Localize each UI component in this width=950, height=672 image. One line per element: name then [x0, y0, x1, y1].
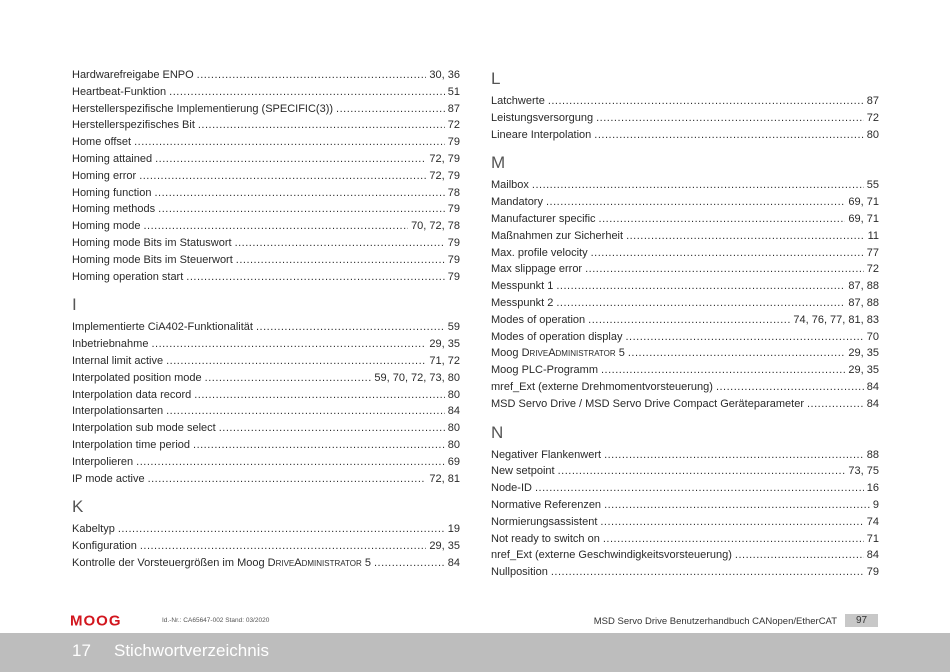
index-entry	[491, 447, 879, 464]
index-term-text: Max. profile velocity	[491, 246, 588, 259]
index-term-text: IP mode active	[72, 472, 145, 485]
index-letter-heading: K	[72, 497, 84, 517]
index-term-text: Konfiguration	[72, 540, 137, 553]
index-entry	[72, 235, 460, 252]
index-term-smallcaps: DriveAdministrator	[267, 556, 362, 569]
index-term	[72, 471, 145, 488]
leader-dots	[556, 278, 845, 295]
index-term	[491, 447, 601, 464]
leader-dots	[596, 110, 864, 127]
index-term	[491, 379, 713, 396]
index-term-text: Herstellerspezifische Implementierung (SPECIFIC(3))	[72, 102, 334, 115]
index-term-text: Normative Referenzen	[491, 498, 602, 511]
leader-dots	[735, 547, 864, 564]
index-page-refs: 55	[866, 179, 879, 192]
index-term	[491, 480, 532, 497]
index-entry	[72, 370, 460, 387]
leader-dots	[535, 480, 864, 497]
index-term	[491, 329, 622, 346]
index-entry	[72, 218, 460, 235]
index-term	[72, 84, 166, 101]
index-entry	[491, 514, 879, 531]
chapter-number: 17	[72, 641, 91, 660]
index-term	[491, 497, 601, 514]
index-term-text: Interpolieren	[72, 455, 134, 468]
leader-dots	[532, 177, 864, 194]
index-page-refs: 79	[447, 270, 460, 283]
leader-dots	[198, 117, 445, 134]
index-entry	[72, 353, 460, 370]
leader-dots	[625, 329, 863, 346]
leader-dots	[604, 497, 870, 514]
index-term	[72, 235, 232, 252]
leader-dots	[603, 531, 864, 548]
index-term	[72, 403, 163, 420]
leader-dots	[556, 295, 845, 312]
leader-dots	[169, 84, 445, 101]
index-entry	[72, 168, 460, 185]
index-page-refs: 79	[447, 136, 460, 149]
index-entry	[491, 211, 879, 228]
leader-dots	[807, 396, 864, 413]
index-page-refs: 79	[447, 236, 460, 249]
page-number: 97	[845, 614, 878, 627]
moog-logo	[70, 613, 154, 632]
index-term	[72, 538, 137, 555]
index-term-text: Homing mode Bits im Steuerwort	[72, 253, 233, 266]
index-entry	[72, 84, 460, 101]
index-entry	[72, 269, 460, 286]
index-entry	[72, 117, 460, 134]
index-term-text: Homing methods	[72, 203, 156, 216]
index-term	[491, 228, 623, 245]
leader-dots	[193, 437, 445, 454]
index-term	[491, 345, 625, 362]
leader-dots	[158, 201, 445, 218]
index-term	[72, 370, 202, 387]
index-term-text: Kontrolle der Vorsteuergrößen im Moog	[72, 556, 268, 569]
index-entry	[72, 151, 460, 168]
index-term	[72, 168, 136, 185]
leader-dots	[600, 514, 863, 531]
svg-text:MOOG: MOOG	[70, 613, 122, 627]
leader-dots	[151, 336, 426, 353]
index-term-text: Max slippage error	[491, 263, 583, 276]
index-page-refs: 69, 71	[848, 196, 879, 209]
index-page-refs: 79	[447, 203, 460, 216]
index-term	[491, 564, 548, 581]
index-term-text: Implementierte CiA402-Funktionalität	[72, 321, 253, 334]
leader-dots	[551, 564, 864, 581]
index-term-text: Maßnahmen zur Sicherheit	[491, 229, 624, 242]
index-term	[491, 211, 596, 228]
index-page-refs: 72, 79	[429, 152, 460, 165]
index-page-refs: 80	[447, 438, 460, 451]
index-term-text: Not ready to switch on	[491, 532, 600, 545]
index-term-text: Interpolation time period	[72, 438, 191, 451]
index-page-refs: 73, 75	[848, 465, 879, 478]
index-entry	[491, 379, 879, 396]
index-term	[72, 269, 183, 286]
index-term	[491, 362, 598, 379]
leader-dots	[219, 420, 445, 437]
index-term	[491, 245, 588, 262]
chapter-title: Stichwortverzeichnis	[114, 641, 269, 660]
index-page-refs: 72, 79	[429, 169, 460, 182]
index-page-refs: 59, 70, 72, 73, 80	[374, 371, 460, 384]
leader-dots	[134, 134, 445, 151]
index-term-text: Normierungsassistent	[491, 515, 598, 528]
index-page-refs: 71	[866, 532, 879, 545]
index-page-refs: 84	[866, 380, 879, 393]
index-page-refs: 84	[447, 405, 460, 418]
index-entry	[491, 480, 879, 497]
index-entry	[72, 454, 460, 471]
index-page-refs: 29, 35	[848, 364, 879, 377]
index-term-tail: 5	[361, 556, 371, 569]
index-term-text: Homing mode	[72, 220, 141, 233]
index-term	[491, 278, 553, 295]
index-page-refs: 80	[447, 388, 460, 401]
index-entry	[491, 547, 879, 564]
index-term-text: Interpolated position mode	[72, 371, 202, 384]
leader-dots	[601, 362, 845, 379]
index-term	[491, 531, 600, 548]
index-entry	[72, 252, 460, 269]
leader-dots	[136, 454, 445, 471]
index-term-text: Homing attained	[72, 152, 153, 165]
index-entry	[72, 420, 460, 437]
index-page-refs: 29, 35	[429, 338, 460, 351]
index-term	[72, 387, 191, 404]
index-term	[72, 454, 133, 471]
index-entry	[491, 531, 879, 548]
index-page-refs: 72	[866, 263, 879, 276]
footer-title: MSD Servo Drive Benutzerhandbuch CANopen/EtherCAT	[593, 616, 837, 627]
leader-dots	[143, 218, 408, 235]
leader-dots	[118, 521, 445, 538]
index-entry	[491, 497, 879, 514]
leader-dots	[626, 228, 865, 245]
index-term-text: Negativer Flankenwert	[491, 448, 602, 461]
index-term-text: Nullposition	[491, 566, 548, 579]
index-term	[491, 547, 732, 564]
index-page-refs: 74	[866, 515, 879, 528]
index-letter-heading: M	[491, 153, 506, 173]
leader-dots	[139, 168, 426, 185]
index-page-refs: 78	[447, 186, 460, 199]
index-entry	[491, 93, 879, 110]
index-term	[491, 514, 597, 531]
index-term-text: Mailbox	[491, 179, 529, 192]
index-term-text: Internal limit active	[72, 354, 164, 367]
leader-dots	[155, 185, 445, 202]
leader-dots	[588, 312, 790, 329]
index-entry	[491, 127, 879, 144]
leader-dots	[155, 151, 426, 168]
index-entry	[72, 471, 460, 488]
index-term	[491, 295, 553, 312]
index-term	[72, 555, 371, 572]
index-term-text: Manufacturer specific	[491, 212, 596, 225]
index-page-refs: 84	[866, 549, 879, 562]
index-letter-heading: I	[72, 295, 77, 315]
index-term	[72, 319, 253, 336]
index-term	[491, 312, 585, 329]
leader-dots	[585, 261, 864, 278]
index-term-text: Kabeltyp	[72, 523, 115, 536]
leader-dots	[599, 211, 846, 228]
index-page-refs: 72	[447, 119, 460, 132]
index-term	[491, 110, 593, 127]
index-term-text: Interpolation sub mode select	[72, 422, 216, 435]
index-term-text: Leistungsversorgung	[491, 111, 594, 124]
index-entry	[491, 295, 879, 312]
index-entry	[72, 336, 460, 353]
index-page-refs: 16	[866, 482, 879, 495]
index-entry	[72, 67, 460, 84]
index-page-refs: 29, 35	[429, 540, 460, 553]
index-term-text: Node-ID	[491, 482, 532, 495]
index-page-refs: 87	[866, 95, 879, 107]
chapter-bar	[0, 633, 950, 672]
index-term	[72, 420, 216, 437]
index-term	[72, 252, 233, 269]
leader-dots	[546, 194, 845, 211]
index-term-text: Home offset	[72, 136, 132, 149]
index-entry	[491, 245, 879, 262]
index-page-refs: 70, 72, 78	[411, 220, 460, 233]
leader-dots	[166, 353, 426, 370]
index-entry	[491, 110, 879, 127]
index-entry	[491, 396, 879, 413]
index-page-refs: 80	[447, 422, 460, 435]
document-id: Id.-Nr.: CA65647-002 Stand: 03/2020	[162, 617, 270, 624]
index-term-text: Moog PLC-Programm	[491, 364, 598, 377]
index-term	[491, 93, 545, 110]
index-entry	[491, 564, 879, 581]
index-entry	[491, 228, 879, 245]
leader-dots	[374, 555, 445, 572]
index-page-refs: 9	[872, 498, 879, 511]
index-page-refs: 88	[866, 448, 879, 461]
index-entry	[491, 463, 879, 480]
index-entry	[72, 134, 460, 151]
index-term-smallcaps: DriveAdministrator	[521, 347, 616, 360]
moog-logo-mark	[70, 613, 154, 627]
index-entry	[491, 329, 879, 346]
index-page-refs: 19	[447, 523, 460, 536]
index-page-refs: 69	[447, 455, 460, 468]
index-page-refs: 79	[866, 566, 879, 579]
index-page-refs: 69, 71	[848, 212, 879, 225]
leader-dots	[591, 245, 864, 262]
index-term	[72, 151, 152, 168]
index-term-text: Homing function	[72, 186, 152, 199]
index-entry	[491, 345, 879, 362]
index-term-text: MSD Servo Drive / MSD Servo Drive Compact Geräteparameter	[491, 397, 804, 410]
index-term	[72, 336, 148, 353]
index-entry	[72, 555, 460, 572]
index-entry	[72, 403, 460, 420]
leader-dots	[558, 463, 846, 480]
index-term	[72, 218, 140, 235]
leader-dots	[205, 370, 372, 387]
index-term	[72, 67, 194, 84]
index-page-refs: 84	[866, 397, 879, 410]
index-page-refs: 11	[867, 229, 879, 242]
index-term	[72, 117, 195, 134]
index-entry	[72, 521, 460, 538]
leader-dots	[148, 471, 427, 488]
index-entry	[491, 194, 879, 211]
index-term	[491, 177, 529, 194]
index-page-refs: 59	[447, 321, 460, 334]
index-term-text: Interpolationsarten	[72, 405, 164, 418]
leader-dots	[186, 269, 444, 286]
index-entry	[72, 319, 460, 336]
index-term	[72, 437, 190, 454]
index-page-refs: 74, 76, 77, 81, 83	[793, 313, 879, 326]
leader-dots	[194, 387, 445, 404]
index-term	[72, 201, 155, 218]
index-page-refs: 80	[866, 128, 879, 141]
leader-dots	[236, 252, 445, 269]
index-page-refs: 30, 36	[429, 69, 460, 81]
index-term	[72, 353, 163, 370]
index-term-text: Latchwerte	[491, 95, 545, 107]
index-term-text: Homing mode Bits im Statuswort	[72, 236, 232, 249]
leader-dots	[604, 447, 864, 464]
index-entry	[72, 201, 460, 218]
index-term-text: Messpunkt 1	[491, 280, 554, 293]
index-term	[72, 521, 115, 538]
index-entry	[491, 312, 879, 329]
index-term-text: Interpolation data record	[72, 388, 192, 401]
index-entry	[72, 185, 460, 202]
leader-dots	[140, 538, 427, 555]
leader-dots	[166, 403, 445, 420]
index-term-tail: 5	[615, 347, 625, 360]
index-letter-heading: L	[491, 69, 501, 88]
index-entry	[72, 387, 460, 404]
index-term-text: nref_Ext (externe Geschwindigkeitsvorsteuerung)	[491, 549, 732, 562]
leader-dots	[716, 379, 864, 396]
index-term-text: Messpunkt 2	[491, 296, 554, 309]
index-term	[491, 261, 582, 278]
index-term-text: mref_Ext (externe Drehmomentvorsteuerung)	[491, 380, 713, 393]
index-page-refs: 71, 72	[429, 354, 460, 367]
index-term-text: Mandatory	[491, 196, 543, 209]
index-term	[491, 194, 543, 211]
leader-dots	[548, 93, 864, 110]
index-entry	[72, 437, 460, 454]
index-page-refs: 29, 35	[848, 347, 879, 360]
index-term-text: Hardwarefreigabe ENPO	[72, 69, 194, 81]
index-entry	[491, 261, 879, 278]
index-page-refs: 87, 88	[848, 280, 879, 293]
index-term-text: Inbetriebnahme	[72, 338, 149, 351]
index-term-text: Homing error	[72, 169, 137, 182]
index-column-right	[491, 67, 879, 581]
index-page-refs: 72, 81	[429, 472, 460, 485]
index-page-refs: 87	[447, 102, 460, 115]
index-term-text: Moog	[491, 347, 522, 360]
index-page-refs: 84	[447, 556, 460, 569]
leader-dots	[594, 127, 863, 144]
index-entry	[491, 177, 879, 194]
index-page-refs: 77	[866, 246, 879, 259]
index-entry	[72, 538, 460, 555]
index-term-text: Heartbeat-Funktion	[72, 85, 167, 98]
index-term-text: Modes of operation	[491, 313, 586, 326]
index-term	[72, 185, 152, 202]
index-letter-heading: N	[491, 422, 504, 442]
leader-dots	[336, 101, 445, 118]
index-term-text: Modes of operation display	[491, 330, 623, 343]
index-entry	[491, 362, 879, 379]
index-column-left	[72, 67, 460, 572]
leader-dots	[197, 67, 427, 84]
index-page-refs: 70	[866, 330, 879, 343]
index-term	[72, 101, 333, 118]
index-term-text: New setpoint	[491, 465, 555, 478]
index-term	[491, 396, 804, 413]
index-term-text: Homing operation start	[72, 270, 184, 283]
index-page-refs: 51	[447, 85, 460, 98]
leader-dots	[235, 235, 445, 252]
index-entry	[491, 278, 879, 295]
index-entry	[72, 101, 460, 118]
index-term	[72, 134, 131, 151]
index-page-refs: 87, 88	[848, 296, 879, 309]
index-page-refs: 79	[447, 253, 460, 266]
index-page-refs: 72	[866, 111, 879, 124]
index-term	[491, 127, 591, 144]
leader-dots	[256, 319, 445, 336]
index-term-text: Lineare Interpolation	[491, 128, 592, 141]
index-term-text: Herstellerspezifisches Bit	[72, 119, 195, 132]
leader-dots	[628, 345, 846, 362]
index-term	[491, 463, 555, 480]
